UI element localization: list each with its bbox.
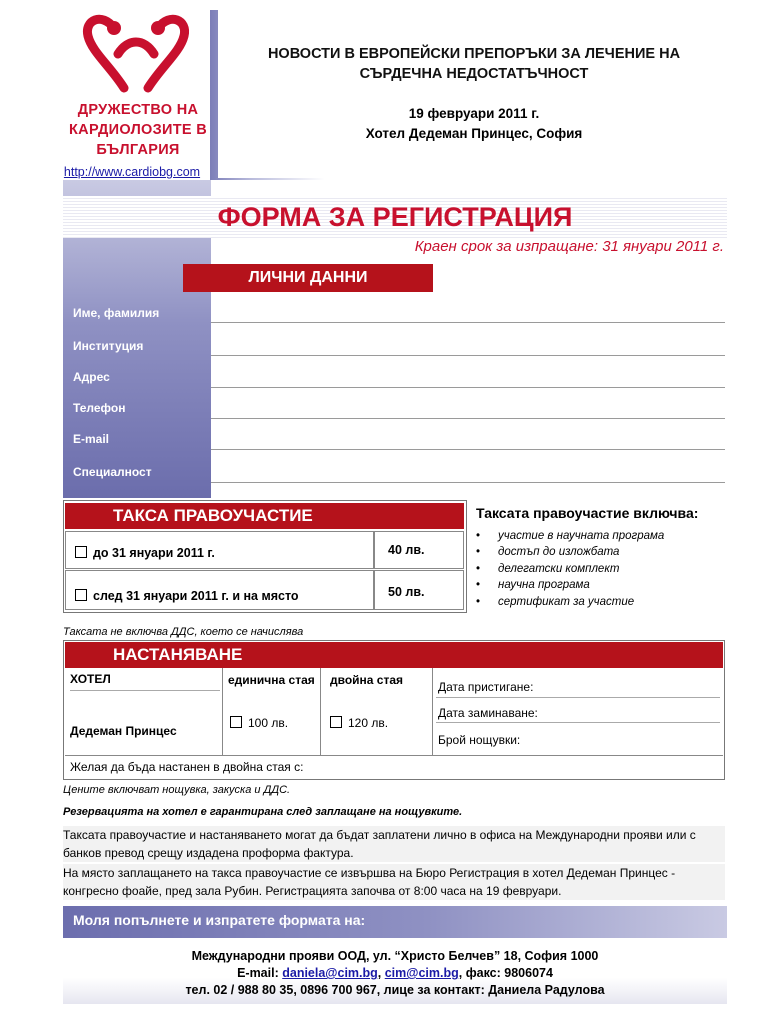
address-input-line[interactable]	[211, 387, 725, 388]
single-room-checkbox[interactable]	[230, 716, 242, 728]
column-divider	[432, 668, 433, 755]
event-title	[218, 44, 730, 84]
onsite-payment-info: На място заплащането на такса правоучастие се извършва на Бюро Регистрация в хотел Дедеман Принцес - конгресно фоайе, пред зала Рубин. Регистрацията започва от 8:00 часа на 19 февруари.	[63, 864, 725, 900]
society-name-line: ДРУЖЕСТВО НА	[77, 102, 199, 118]
fee-heading	[65, 503, 464, 529]
email-input-line[interactable]	[211, 449, 725, 450]
event-date: 19 февруари 2011 г.	[408, 106, 540, 121]
society-name	[58, 100, 218, 160]
double-room-option	[330, 716, 388, 730]
arrival-date-label: Дата пристигане:	[438, 680, 534, 694]
field-label-phone: Телефон	[73, 401, 126, 415]
arrival-date-input-line[interactable]	[436, 697, 720, 698]
list-item: • достъп до изложбата	[476, 544, 664, 560]
double-room-price: 120 лв.	[348, 716, 389, 730]
column-divider	[320, 668, 321, 755]
fax-number: , факс: 9806074	[458, 966, 553, 980]
column-divider	[222, 668, 223, 755]
departure-date-label: Дата заминаване:	[438, 706, 538, 720]
hotel-name: Дедеман Принцес	[70, 724, 177, 738]
field-label-institution: Институция	[73, 339, 144, 353]
departure-date-input-line[interactable]	[436, 722, 720, 723]
event-date-venue	[218, 104, 730, 144]
accommodation-heading	[65, 642, 723, 668]
event-title-line: НОВОСТИ В ЕВРОПЕЙСКИ ПРЕПОРЪКИ ЗА ЛЕЧЕНИЕ НА	[267, 46, 681, 62]
share-room-label: Желая да бъда настанен в двойна стая с:	[70, 760, 304, 774]
submission-deadline: Краен срок за изпращане: 31 януари 2011 г.	[414, 238, 724, 255]
heart-logo-icon	[62, 8, 210, 100]
event-title-line: СЪРДЕЧНА НЕДОСТАТЪЧНОСТ	[359, 66, 589, 82]
footer-heading: Моля попълнете и изпратете формата на:	[73, 912, 366, 928]
fee-includes-list	[476, 528, 664, 610]
contact-email-fax: E-mail: daniela@cim.bg, cim@cim.bg, факс: 9806074	[237, 966, 553, 980]
nights-count-label: Брой нощувки:	[438, 733, 521, 747]
early-fee-checkbox[interactable]	[75, 546, 87, 558]
form-title: ФОРМА ЗА РЕГИСТРАЦИЯ	[217, 202, 573, 232]
fee-heading-text: ТАКСА ПРАВОУЧАСТИЕ	[113, 506, 313, 525]
field-label-email: E-mail	[73, 432, 110, 446]
accommodation-heading-text: НАСТАНЯВАНЕ	[113, 645, 243, 664]
col-single-room: единична стая	[228, 673, 315, 687]
list-item: • сертификат за участие	[476, 594, 664, 610]
institution-input-line[interactable]	[211, 355, 725, 356]
field-label-address: Адрес	[73, 370, 110, 384]
fee-includes-title: Таксата правоучастие включва:	[476, 505, 699, 521]
list-item: • делегатски комплект	[476, 561, 664, 577]
fee-row-label: до 31 януари 2011 г.	[93, 546, 215, 560]
row-divider	[65, 755, 723, 756]
vat-note: Таксата не включва ДДС, което се начислява	[63, 626, 304, 638]
single-room-price: 100 лв.	[248, 716, 289, 730]
phone-input-line[interactable]	[211, 418, 725, 419]
header-panel-inner	[218, 10, 730, 178]
list-item: • научна програма	[476, 577, 664, 593]
personal-data-heading: ЛИЧНИ ДАННИ	[183, 264, 433, 292]
fee-row-early	[75, 546, 215, 560]
society-name-line: БЪЛГАРИЯ	[96, 142, 180, 158]
fee-row-label: след 31 януари 2011 г. и на място	[93, 589, 299, 603]
fee-row-late	[75, 589, 299, 603]
fee-price-late: 50 лв.	[388, 585, 425, 599]
event-venue: Хотел Дедеман Принцес, София	[365, 126, 583, 141]
list-item: • участие в научната програма	[476, 528, 664, 544]
email-label: E-mail:	[237, 966, 279, 980]
society-name-line: КАРДИОЛОЗИТЕ В	[69, 122, 207, 138]
contact-address: Международни прояви ООД, ул. “Христо Белчев” 18, София 1000	[191, 949, 599, 963]
reservation-guarantee-note: Резервацията на хотел е гарантирана след заплащане на нощувките.	[63, 806, 463, 818]
field-label-specialty: Специалност	[73, 465, 152, 479]
contact-phones: тел. 02 / 988 80 35, 0896 700 967, лице за контакт: Даниела Радулова	[185, 983, 605, 997]
col-double-room: двойна стая	[330, 673, 404, 687]
payment-info: Таксата правоучастие и настаняването могат да бъдат заплатени лично в офиса на Международни прояви или с банков превод срещу издадена проформа фактура.	[63, 826, 725, 862]
society-website-link[interactable]: http://www.cardiobg.com	[63, 165, 201, 179]
single-room-option	[230, 716, 288, 730]
col-hotel: ХОТЕЛ	[70, 672, 111, 686]
price-note: Цените включват нощувка, закуска и ДДС.	[63, 784, 291, 796]
email-link[interactable]: cim@cim.bg	[384, 966, 459, 980]
email-link[interactable]: daniela@cim.bg	[282, 966, 378, 980]
specialty-input-line[interactable]	[211, 482, 725, 483]
name-input-line[interactable]	[211, 322, 725, 323]
field-label-name: Име, фамилия	[73, 306, 160, 320]
hotel-header-underline	[70, 690, 220, 691]
late-fee-checkbox[interactable]	[75, 589, 87, 601]
double-room-checkbox[interactable]	[330, 716, 342, 728]
fee-price-early: 40 лв.	[388, 543, 425, 557]
